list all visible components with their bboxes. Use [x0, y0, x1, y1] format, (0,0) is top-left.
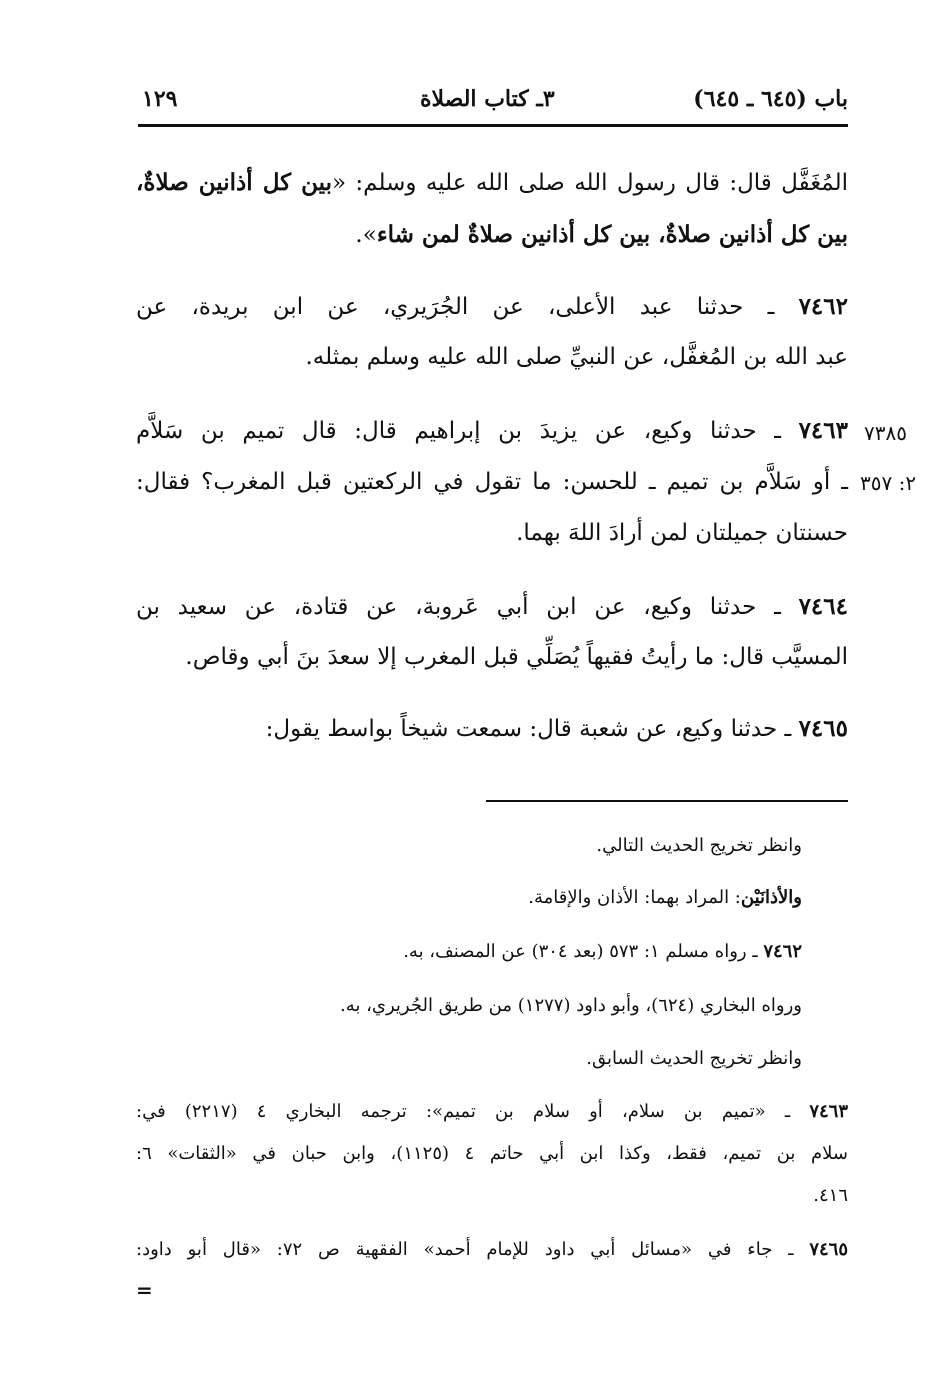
hadith-number: ٧٤٦٥ [798, 715, 848, 742]
page-number: ١٢٩ [142, 86, 178, 112]
footnote-line: سلام بن تميم، فقط، وكذا ابن أبي حاتم ٤ (١١٢٥)، وابن حبان في «الثقات» ٦: [136, 1143, 848, 1164]
running-header-chapter: باب (٦٤٥ ـ ٦٤٥) [693, 86, 848, 112]
footnote-line: ٧٤٦٢ ـ رواه مسلم ١: ٥٧٣ (بعد ٣٠٤) عن المصنف، به. [403, 941, 802, 962]
hadith-number: ٧٤٦٢ [798, 293, 848, 320]
footnote-line: ٧٤٦٥ ـ جاء في «مسائل أبي داود للإمام أحمد» الفقهية ص ٧٢: «قال أبو داود: [136, 1239, 848, 1260]
footnote-line: والأذانَيْن: المراد بهما: الأذان والإقامة. [528, 887, 802, 908]
footnote-line: وانظر تخريج الحديث السابق. [586, 1048, 802, 1069]
running-header-book: ٣ـ كتاب الصلاة [420, 86, 555, 112]
footnote-separator [486, 800, 848, 802]
hadith-7463-line3: حسنتان جميلتان لمن أرادَ اللهَ بهما. [516, 520, 848, 546]
margin-reference: ٢: ٣٥٧ [860, 471, 917, 495]
hadith-7463-line2: ـ أو سَلاَّم بن تميم ـ للحسن: ما تقول في الركعتين قبل المغرب؟ فقال: [136, 469, 848, 495]
hadith-7462-line1: ٧٤٦٢ ـ حدثنا عبد الأعلى، عن الجُرَيري، عن ابن بريدة، عن [136, 293, 848, 320]
footnote-line: ٤١٦. [813, 1185, 848, 1206]
continuation-mark: = [136, 1278, 153, 1302]
hadith-7463-line1: ٧٤٦٣ ـ حدثنا وكيع، عن يزيدَ بن إبراهيم قال: قال تميم بن سَلاَّم [136, 417, 848, 444]
footnote-line: وانظر تخريج الحديث التالي. [596, 835, 802, 856]
hadith-7464-line1: ٧٤٦٤ ـ حدثنا وكيع، عن ابن أبي عَروبة، عن قتادة، عن سعيد بن [136, 593, 848, 620]
hadith-number: ٧٤٦٣ [798, 417, 848, 444]
footnote-line: ورواه البخاري (٦٢٤)، وأبو داود (١٢٧٧) من طريق الجُريري، به. [339, 995, 802, 1016]
hadith-7464-line2: المسيَّب قال: ما رأيتُ فقيهاً يُصَلِّي قبل المغرب إلا سعدَ بنَ أبي وقاص. [185, 644, 848, 670]
footnote-line: ٧٤٦٣ ـ «تميم بن سلام، أو سلام بن تميم»: ترجمه البخاري ٤ (٢٢١٧) في: [136, 1101, 848, 1122]
hadith-7462-line2: عبد الله بن المُغفَّل، عن النبيِّ صلى الله عليه وسلم بمثله. [305, 344, 848, 370]
body-p1-line1: المُغَفَّل قال: قال رسول الله صلى الله عليه وسلم: «بين كل أذانين صلاةٌ، [136, 169, 848, 196]
margin-reference: ٧٣٨٥ [864, 421, 907, 445]
hadith-7465-line1: ٧٤٦٥ ـ حدثنا وكيع، عن شعبة قال: سمعت شيخاً بواسط يقول: [265, 715, 848, 742]
header-rule [138, 124, 848, 127]
hadith-number: ٧٤٦٤ [798, 593, 848, 620]
body-p1-line2: بين كل أذانين صلاةٌ، بين كل أذانين صلاةٌ لمن شاء». [355, 221, 848, 248]
